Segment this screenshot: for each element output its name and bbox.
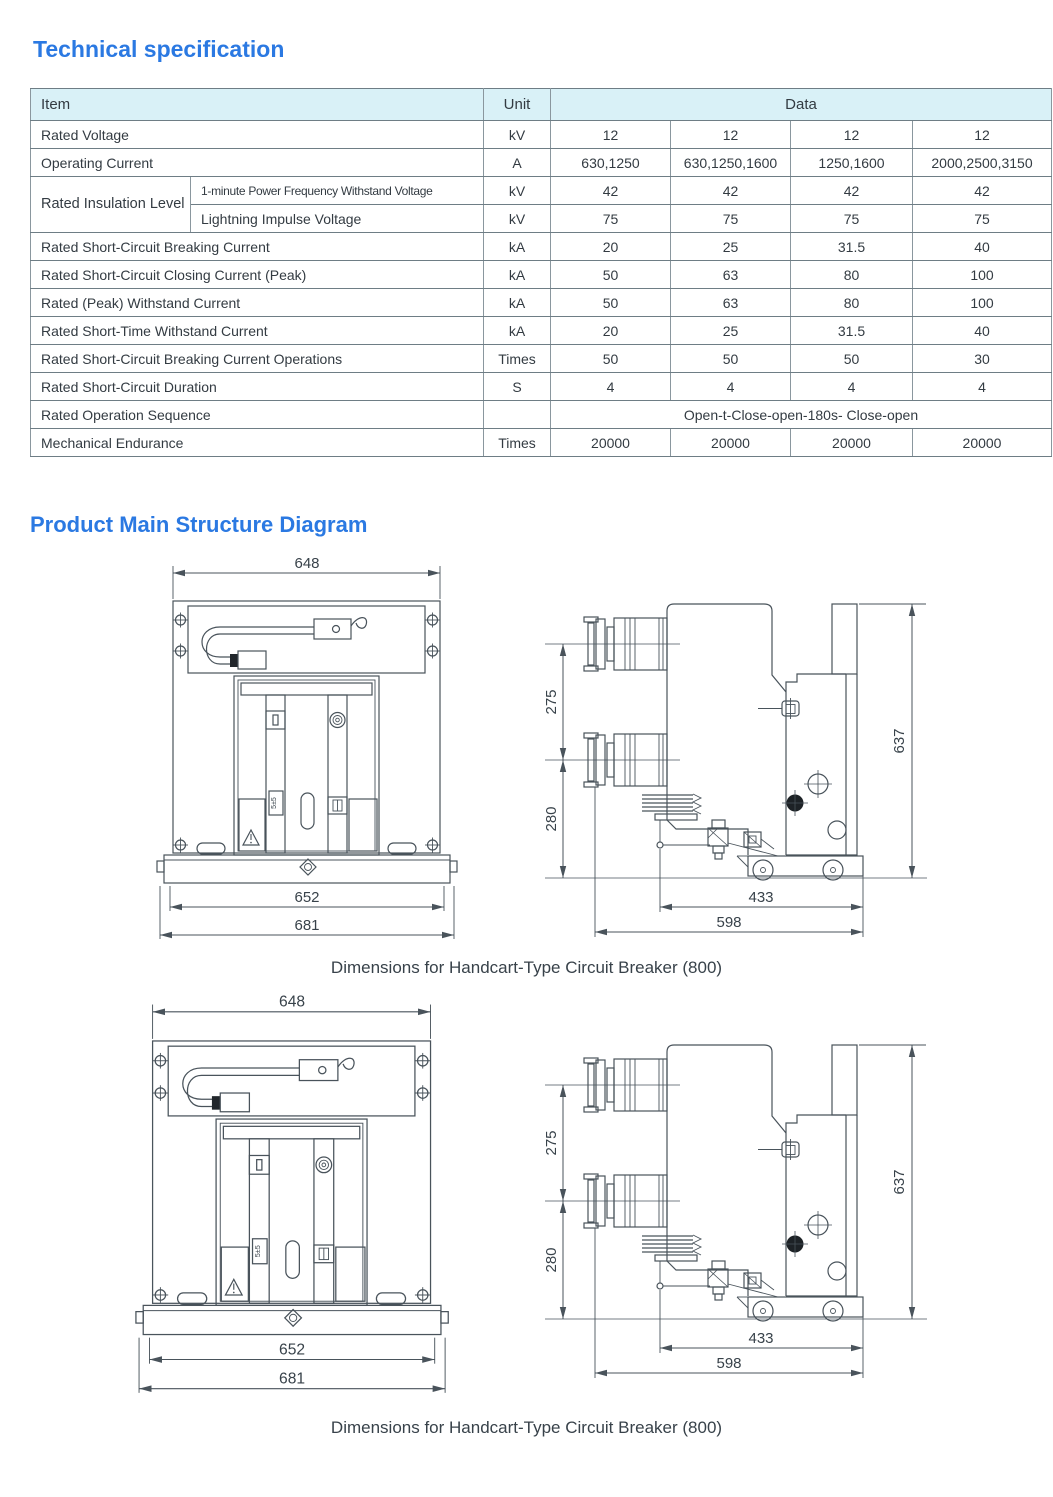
col-header-data: Data [551,89,1052,121]
value-cell: 42 [913,177,1052,205]
unit-cell: kA [484,317,551,345]
value-span-cell: Open-t-Close-open-180s- Close-open [551,401,1052,429]
value-cell: 42 [551,177,671,205]
unit-cell: kA [484,289,551,317]
unit-cell: kV [484,205,551,233]
page-title: Technical specification [33,36,285,62]
unit-cell: S [484,373,551,401]
value-cell: 50 [551,261,671,289]
table-row [31,373,1052,401]
value-cell: 12 [913,121,1052,149]
value-cell: 50 [791,345,913,373]
value-cell: 630,1250 [551,149,671,177]
value-cell: 50 [551,345,671,373]
table-row [31,121,1052,149]
value-cell: 63 [671,261,791,289]
diagram-caption-1: Dimensions for Handcart-Type Circuit Breaker (800) [330,958,723,977]
side-view-diagram-1 [530,565,950,950]
value-cell: 4 [791,373,913,401]
table-row [31,177,1052,205]
unit-cell: Times [484,429,551,457]
item-cell: Rated Short-Circuit Duration [31,373,484,401]
unit-cell: kV [484,177,551,205]
item-cell: Rated Short-Time Withstand Current [31,317,484,345]
item-cell: Rated Voltage [31,121,484,149]
value-cell: 40 [913,317,1052,345]
spec-table [30,88,1052,457]
table-row [31,401,1052,429]
table-row [31,233,1052,261]
table-row [31,261,1052,289]
unit-cell: kA [484,233,551,261]
unit-cell: kA [484,261,551,289]
col-header-unit: Unit [484,89,551,121]
value-cell: 4 [551,373,671,401]
value-cell: 25 [671,233,791,261]
value-cell: 31.5 [791,233,913,261]
value-cell: 4 [913,373,1052,401]
value-cell: 30 [913,345,1052,373]
value-cell: 50 [551,289,671,317]
value-cell: 75 [913,205,1052,233]
value-cell: 12 [551,121,671,149]
front-view-diagram-1 [140,553,470,943]
value-cell: 2000,2500,3150 [913,149,1052,177]
table-row [31,149,1052,177]
table-row [31,317,1052,345]
value-cell: 25 [671,317,791,345]
value-cell: 31.5 [791,317,913,345]
item-group-cell: Rated Insulation Level [31,177,191,233]
value-cell: 40 [913,233,1052,261]
item-cell: Rated Short-Circuit Breaking Current Operations [31,345,484,373]
value-cell: 42 [791,177,913,205]
item-sub-cell: 1-minute Power Frequency Withstand Voltage [191,177,484,205]
table-row [31,345,1052,373]
value-cell: 12 [791,121,913,149]
item-cell: Mechanical Endurance [31,429,484,457]
value-cell: 75 [791,205,913,233]
item-sub-cell: Lightning Impulse Voltage [191,205,484,233]
table-header-row [31,89,1052,121]
table-row [31,429,1052,457]
value-cell: 100 [913,289,1052,317]
value-cell: 20 [551,317,671,345]
value-cell: 20000 [913,429,1052,457]
value-cell: 12 [671,121,791,149]
section-title: Product Main Structure Diagram [30,512,368,537]
diagram-caption-2: Dimensions for Handcart-Type Circuit Breaker (800) [330,1418,723,1437]
unit-cell: Times [484,345,551,373]
value-cell: 42 [671,177,791,205]
value-cell: 4 [671,373,791,401]
value-cell: 100 [913,261,1052,289]
value-cell: 20000 [671,429,791,457]
value-cell: 75 [671,205,791,233]
value-cell: 75 [551,205,671,233]
item-cell: Operating Current [31,149,484,177]
value-cell: 80 [791,261,913,289]
value-cell: 80 [791,289,913,317]
value-cell: 630,1250,1600 [671,149,791,177]
value-cell: 1250,1600 [791,149,913,177]
item-cell: Rated Operation Sequence [31,401,484,429]
item-cell: Rated Short-Circuit Closing Current (Peak) [31,261,484,289]
value-cell: 50 [671,345,791,373]
value-cell: 20 [551,233,671,261]
unit-cell: kV [484,121,551,149]
unit-cell [484,401,551,429]
item-cell: Rated (Peak) Withstand Current [31,289,484,317]
front-view-diagram-2 [118,991,462,1397]
value-cell: 63 [671,289,791,317]
side-view-diagram-2 [530,1006,950,1391]
value-cell: 20000 [551,429,671,457]
value-cell: 20000 [791,429,913,457]
item-cell: Rated Short-Circuit Breaking Current [31,233,484,261]
table-row [31,289,1052,317]
unit-cell: A [484,149,551,177]
col-header-item: Item [31,89,484,121]
